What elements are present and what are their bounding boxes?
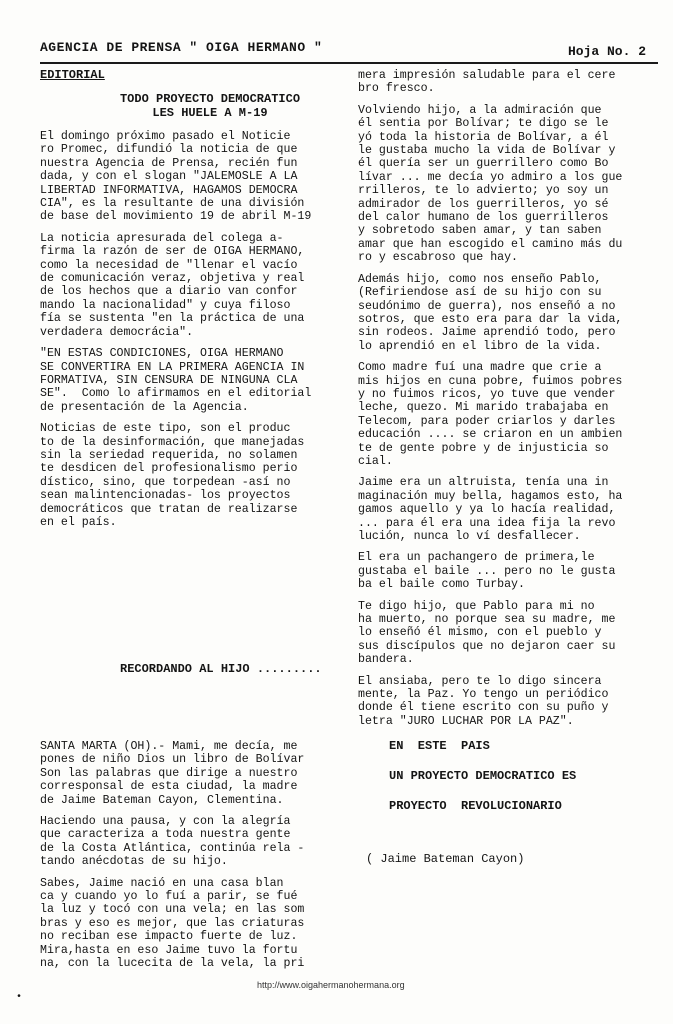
text-line: rrilleros, te lo advierto; yo soy un xyxy=(358,184,609,198)
text-line: de Jaime Bateman Cayon, Clementina. xyxy=(40,793,284,807)
text-line: lo aprendió en el libro de la vida. xyxy=(358,339,602,353)
text-line: como la necesidad de "llenar el vacío xyxy=(40,258,298,272)
text-line: ha muerto, no porque sea su madre, me xyxy=(358,613,616,627)
text-line: y no fuimos ricos, yo tuve que vender xyxy=(358,387,616,401)
text-line: mando la nacionalidad" y cuya filoso xyxy=(40,298,291,312)
editorial-title xyxy=(80,92,340,120)
text-line: Además hijo, como nos enseño Pablo, xyxy=(358,272,602,286)
subsection-heading: RECORDANDO AL HIJO ......... xyxy=(120,662,322,676)
text-line: SE CONVERTIRA EN LA PRIMERA AGENCIA IN xyxy=(40,360,305,374)
text-line: nuestra Agencia de Prensa, recién fun xyxy=(40,156,298,170)
text-line: Mira,hasta en eso Jaime tuvo la fortu xyxy=(40,943,298,957)
paragraph xyxy=(358,69,663,96)
text-line: no reciban ese impacto fuerte de luz. xyxy=(40,930,298,944)
text-line: ro y escabroso que hay. xyxy=(358,251,519,265)
text-line: La noticia apresurada del colega a- xyxy=(40,231,284,245)
text-line: bras y eso es mejor, que las criaturas xyxy=(40,916,305,930)
text-line: educación .... se criaron en un ambien xyxy=(358,428,623,442)
quote-line-1: EN ESTE PAIS xyxy=(389,739,490,753)
text-line: gamos aquello y ya lo hacía realidad, xyxy=(358,503,616,517)
margin-mark: • xyxy=(16,992,23,1003)
text-line: ba el baile como Turbay. xyxy=(358,578,525,592)
paragraph xyxy=(40,815,345,869)
text-line: bro fresco. xyxy=(358,82,435,96)
text-line: mis hijos en cuna pobre, fuimos pobres xyxy=(358,374,623,388)
text-line: Te digo hijo, que Pablo para mi no xyxy=(358,599,595,613)
text-line: mente, la Paz. Yo tengo un periódico xyxy=(358,688,609,702)
agency-header: AGENCIA DE PRENSA " OIGA HERMANO " xyxy=(40,40,323,55)
paragraph xyxy=(40,232,345,339)
text-line: Como madre fuí una madre que crie a xyxy=(358,361,602,375)
text-line: bandera. xyxy=(358,653,414,667)
paragraph xyxy=(358,273,663,353)
text-line: democráticos que tratan de realizarse xyxy=(40,502,298,516)
page-number: Hoja No. 2 xyxy=(568,44,647,59)
text-line: pones de niño Dios un libro de Bolívar xyxy=(40,753,305,767)
text-line: le gustaba mucho la vida de Bolívar y xyxy=(358,144,616,158)
text-line: corresponsal de esta ciudad, la madre xyxy=(40,780,298,794)
text-line: sin la seriedad requerida, no solamen xyxy=(40,448,298,462)
paragraph xyxy=(358,600,663,667)
text-line: sin rodeos. Jaime aprendió todo, pero xyxy=(358,326,616,340)
paragraph xyxy=(358,104,663,265)
text-line: SE". Como lo afirmamos en el editorial xyxy=(40,387,312,401)
text-line: fía se sustenta "en la práctica de una xyxy=(40,312,305,326)
text-line: del calor humano de los guerrilleros xyxy=(358,211,609,225)
quote-line-2: UN PROYECTO DEMOCRATICO ES xyxy=(389,769,577,783)
paragraph xyxy=(358,551,663,591)
text-line: lo enseñó él mismo, con el pueblo y xyxy=(358,626,602,640)
text-line: cial. xyxy=(358,454,393,468)
paragraph xyxy=(40,740,345,807)
text-line: letra "JURO LUCHAR POR LA PAZ". xyxy=(358,714,574,728)
text-line: SANTA MARTA (OH).- Mami, me decía, me xyxy=(40,740,298,753)
header-rule xyxy=(40,62,658,64)
text-line: donde él tiene escrito con su puño y xyxy=(358,701,609,715)
paragraph xyxy=(358,361,663,468)
text-line: LIBERTAD INFORMATIVA, HAGAMOS DEMOCRA xyxy=(40,183,298,197)
quote-block xyxy=(389,739,576,829)
text-line: to de la desinformación, que manejadas xyxy=(40,435,305,449)
text-line: dada, y con el slogan "JALEMOSLE A LA xyxy=(40,170,298,184)
text-line: te desdicen del profesionalismo perio xyxy=(40,462,298,476)
story-column xyxy=(40,740,345,979)
text-line: leche, quezo. Mi marido trabajaba en xyxy=(358,401,609,415)
text-line: en el país. xyxy=(40,515,117,529)
text-line: ca y cuando yo lo fuí a parir, se fué xyxy=(40,890,298,904)
text-line: de presentación de la Agencia. xyxy=(40,400,249,414)
text-line: yó toda la historia de Bolívar, a él xyxy=(358,130,609,144)
text-line: admirador de los guerrilleros, yo sé xyxy=(358,197,609,211)
text-line: maginación muy bella, hagamos esto, ha xyxy=(358,489,623,503)
text-line: de los hechos que a diario van confor xyxy=(40,285,298,299)
text-line: mera impresión saludable para el cere xyxy=(358,69,616,82)
text-line: y sobretodo saben amar, y tan saben xyxy=(358,224,602,238)
text-line: (Refiriendose así de su hijo con su xyxy=(358,286,602,300)
text-line: sean malintencionadas- los proyectos xyxy=(40,489,291,503)
text-line: de base del movimiento 19 de abril M-19 xyxy=(40,210,312,224)
footer-url[interactable]: http://www.oigahermanohermana.org xyxy=(257,980,405,990)
text-line: la luz y tocó con una vela; en las som xyxy=(40,903,305,917)
text-line: él quería ser un guerrillero como Bo xyxy=(358,157,609,171)
text-line: Sabes, Jaime nació en una casa blan xyxy=(40,876,284,890)
text-line: firma la razón de ser de OIGA HERMANO, xyxy=(40,245,305,259)
paragraph xyxy=(40,130,345,224)
right-column xyxy=(358,69,663,736)
text-line: que caracteriza a toda nuestra gente xyxy=(40,828,291,842)
text-line: El ansiaba, pero te lo digo sincera xyxy=(358,674,602,688)
text-line: Son las palabras que dirige a nuestro xyxy=(40,766,298,780)
editorial-column xyxy=(40,130,345,537)
quote-line-3: PROYECTO REVOLUCIONARIO xyxy=(389,799,562,813)
text-line: seudónimo de guerra), nos enseñó a no xyxy=(358,299,616,313)
text-line: amar que han escogido el camino más du xyxy=(358,237,623,251)
text-line: "EN ESTAS CONDICIONES, OIGA HERMANO xyxy=(40,347,284,361)
text-line: lívar ... me decía yo admiro a los gue xyxy=(358,170,623,184)
editorial-title-line-2: LES HUELE A M-19 xyxy=(152,106,268,120)
paragraph xyxy=(40,347,345,414)
text-line: sotros, que esto era para dar la vida, xyxy=(358,312,623,326)
paragraph xyxy=(358,675,663,729)
text-line: lución, nunca lo ví desfallecer. xyxy=(358,530,581,543)
text-line: Jaime era un altruista, tenía una in xyxy=(358,476,609,490)
text-line: Telecom, para poder criarlos y darles xyxy=(358,414,616,428)
paragraph xyxy=(358,476,663,543)
text-line: de la Costa Atlántica, continúa rela - xyxy=(40,841,305,855)
text-line: dístico, sino, que torpedean -así no xyxy=(40,475,291,489)
section-label: EDITORIAL xyxy=(40,68,105,82)
text-line: Noticias de este tipo, son el produc xyxy=(40,422,291,436)
text-line: te de gente pobre y de injusticia so xyxy=(358,441,609,455)
text-line: verdadera democrácia". xyxy=(40,325,194,339)
text-line: Haciendo una pausa, y con la alegría xyxy=(40,815,291,829)
text-line: ... para él era una idea fija la revo xyxy=(358,516,616,530)
text-line: él sentia por Bolívar; te digo se le xyxy=(358,117,609,131)
text-line: na, con la lucecita de la vela, la pri xyxy=(40,957,305,971)
text-line: de comunicación veraz, objetiva y real xyxy=(40,272,305,286)
text-line: gustaba el baile ... pero no le gusta xyxy=(358,564,616,578)
text-line: El era un pachangero de primera,le xyxy=(358,551,595,565)
paragraph xyxy=(40,877,345,971)
text-line: Volviendo hijo, a la admiración que xyxy=(358,103,602,117)
text-line: El domingo próximo pasado el Noticie xyxy=(40,130,291,143)
paragraph xyxy=(40,422,345,529)
quote-credit: ( Jaime Bateman Cayon) xyxy=(366,852,525,866)
text-line: ro Promec, difundió la noticia de que xyxy=(40,143,298,157)
text-line: CIA", es la resultante de una división xyxy=(40,197,305,211)
editorial-title-line-1: TODO PROYECTO DEMOCRATICO xyxy=(119,92,301,106)
text-line: sus discípulos que no dejaron caer su xyxy=(358,639,616,653)
text-line: FORMATIVA, SIN CENSURA DE NINGUNA CLA xyxy=(40,373,298,387)
text-line: tando anécdotas de su hijo. xyxy=(40,855,228,869)
